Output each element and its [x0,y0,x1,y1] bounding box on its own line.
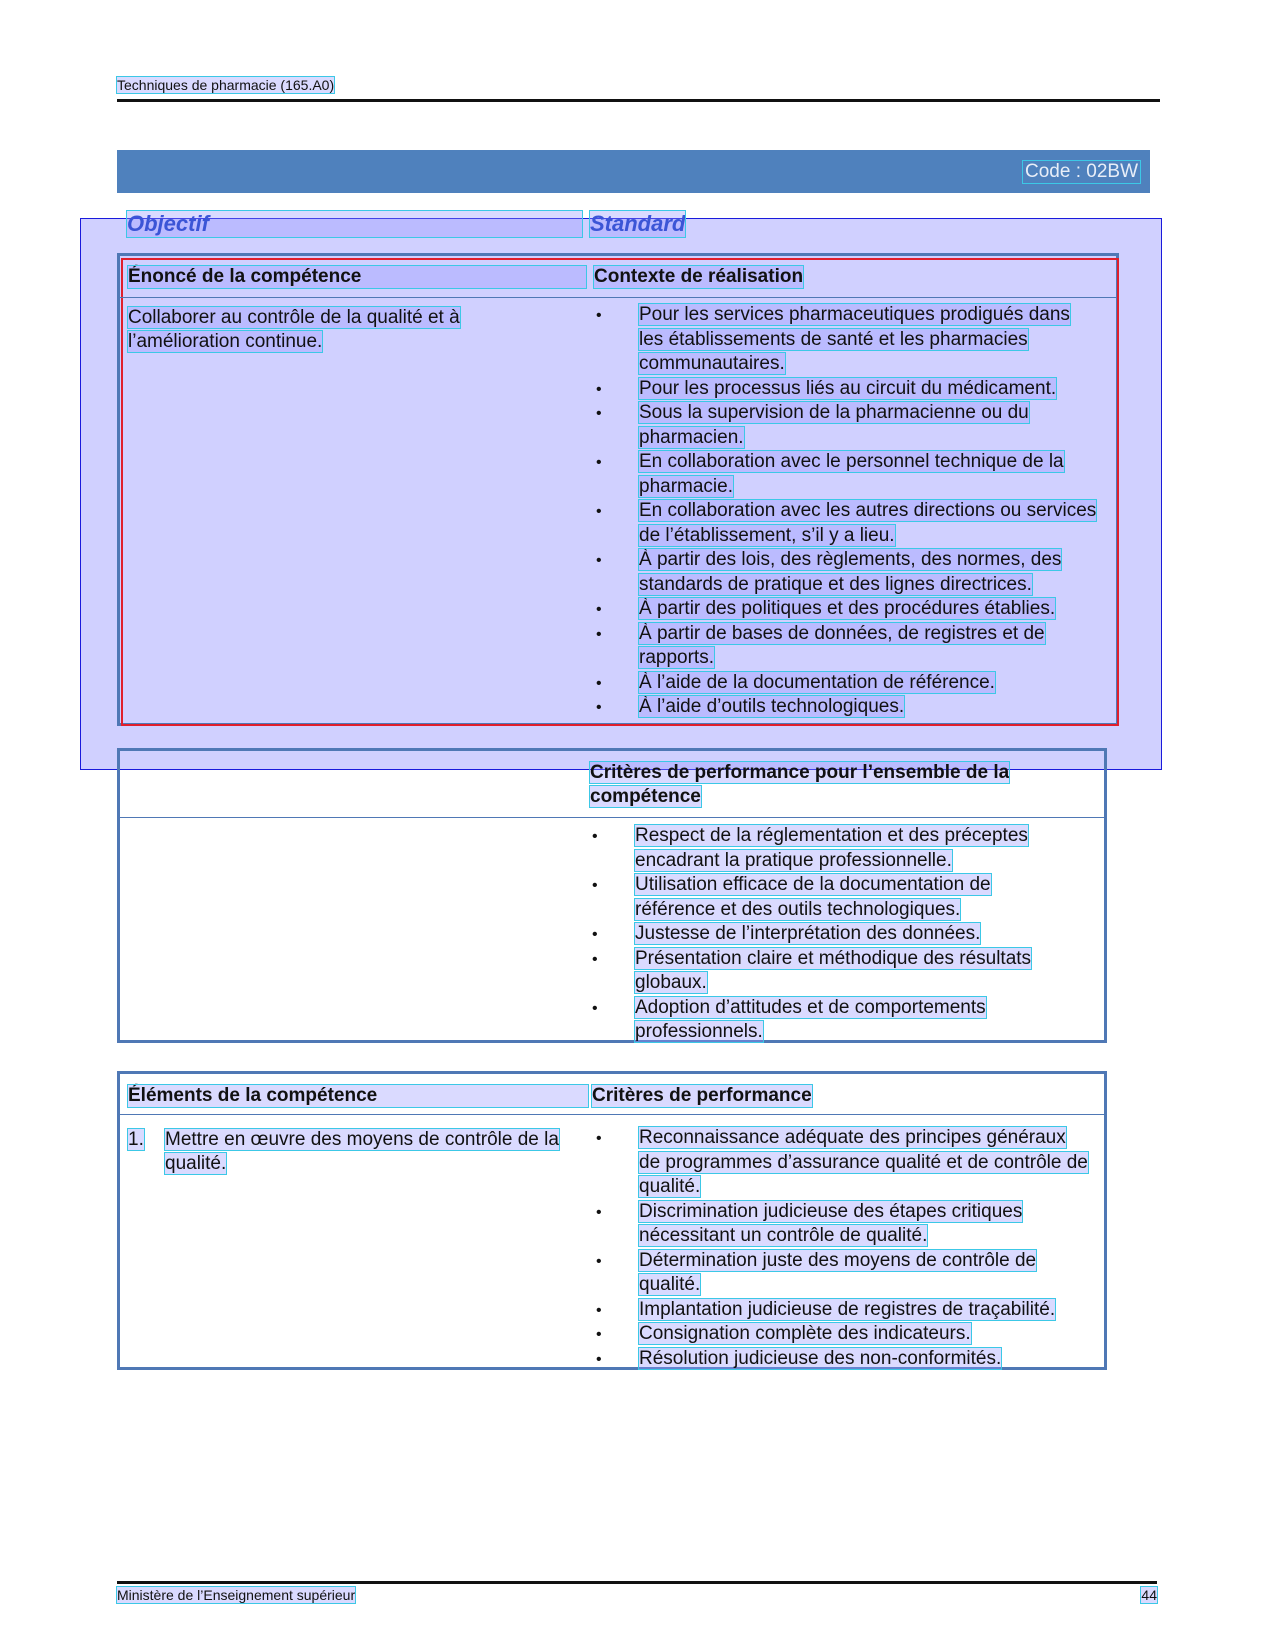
contexte-item: • À l’aide de la documentation de référence. [594,671,1099,696]
bullet-icon [596,303,610,329]
criteres-ensemble-separator [120,817,1104,818]
code-label: Code : 02BW [1025,161,1138,182]
criteres-header: Critères de performance [592,1085,812,1106]
contexte-item: • À l’aide d’outils technologiques. [594,695,1099,720]
page-footer [117,1581,1157,1603]
bullet-icon [592,873,606,899]
page-header [117,77,1160,102]
bullet-icon [596,597,610,623]
bullet-icon [592,824,606,850]
page-number: 44 [1141,1587,1157,1603]
program-title: Techniques de pharmacie (165.A0) [117,77,335,93]
bullet-icon [596,1347,610,1373]
bullet-icon [596,695,610,721]
enonce-text: Collaborer au contrôle de la qualité et à l’amélioration continue. [128,307,460,352]
bullet-icon [596,499,610,525]
contexte-item: • À partir des lois, des règlements, des normes, des standards de pratique et des lignes directrices. [594,548,1099,597]
bullet-icon [596,1249,610,1275]
bullet-icon [596,1322,610,1348]
critere-ensemble-item: • Respect de la réglementation et des préceptes encadrant la pratique professionnelle. [590,824,1065,873]
contexte-item: • À partir de bases de données, de registres et de rapports. [594,622,1099,671]
contexte-list [594,303,1099,720]
critere-item: • Discrimination judicieuse des étapes critiques nécessitant un contrôle de qualité. [594,1200,1089,1249]
criteres-ensemble-header: Critères de performance pour l’ensemble de la compétence [590,762,1010,807]
bullet-icon [596,671,610,697]
critere-item: • Détermination juste des moyens de contrôle de qualité. [594,1249,1089,1298]
critere-ensemble-item: • Adoption d’attitudes et de comportements professionnels. [590,996,1065,1045]
bullet-icon [596,548,610,574]
ministry-name: Ministère de l’Enseignement supérieur [117,1587,356,1603]
code-bar [117,150,1150,193]
bullet-icon [596,1298,610,1324]
elements-separator [120,1114,1104,1115]
contexte-item: • En collaboration avec les autres directions ou services de l’établissement, s’il y a lieu. [594,499,1099,548]
contexte-header: Contexte de réalisation [594,266,804,287]
bullet-icon [596,450,610,476]
bullet-icon [592,947,606,973]
contexte-item: • À partir des politiques et des procédures établies. [594,597,1099,622]
bullet-icon [596,401,610,427]
element-text: Mettre en œuvre des moyens de contrôle de la qualité. [165,1129,559,1174]
criteres-ensemble-list [590,824,1065,1045]
bullet-icon [592,996,606,1022]
elements-header: Éléments de la compétence [128,1085,588,1107]
contexte-item: • Pour les services pharmaceutiques prodigués dans les établissements de santé et les pharmacies communautaires. [594,303,1099,377]
contexte-item: • Pour les processus liés au circuit du médicament. [594,377,1099,402]
bullet-icon [596,1200,610,1226]
critere-ensemble-item: • Présentation claire et méthodique des résultats globaux. [590,947,1065,996]
critere-item: • Reconnaissance adéquate des principes généraux de programmes d’assurance qualité et de contrôle de qualité. [594,1126,1089,1200]
contexte-item: • En collaboration avec le personnel technique de la pharmacie. [594,450,1099,499]
bullet-icon [596,622,610,648]
bullet-icon [596,377,610,403]
enonce-header: Énoncé de la compétence [128,266,586,288]
bullet-icon [596,1126,610,1152]
critere-item: • Implantation judicieuse de registres de traçabilité. [594,1298,1089,1323]
standard-heading: Standard [590,211,686,236]
element-number: 1. [128,1129,144,1150]
header-separator [120,297,1116,298]
bullet-icon [592,922,606,948]
critere-ensemble-item: • Justesse de l’interprétation des données. [590,922,1065,947]
critere-item: • Résolution judicieuse des non-conformités. [594,1347,1089,1372]
criteres-list [594,1126,1089,1371]
critere-ensemble-item: • Utilisation efficace de la documentation de référence et des outils technologiques. [590,873,1065,922]
contexte-item: • Sous la supervision de la pharmacienne ou du pharmacien. [594,401,1099,450]
critere-item: • Consignation complète des indicateurs. [594,1322,1089,1347]
objectif-heading: Objectif [127,211,582,237]
